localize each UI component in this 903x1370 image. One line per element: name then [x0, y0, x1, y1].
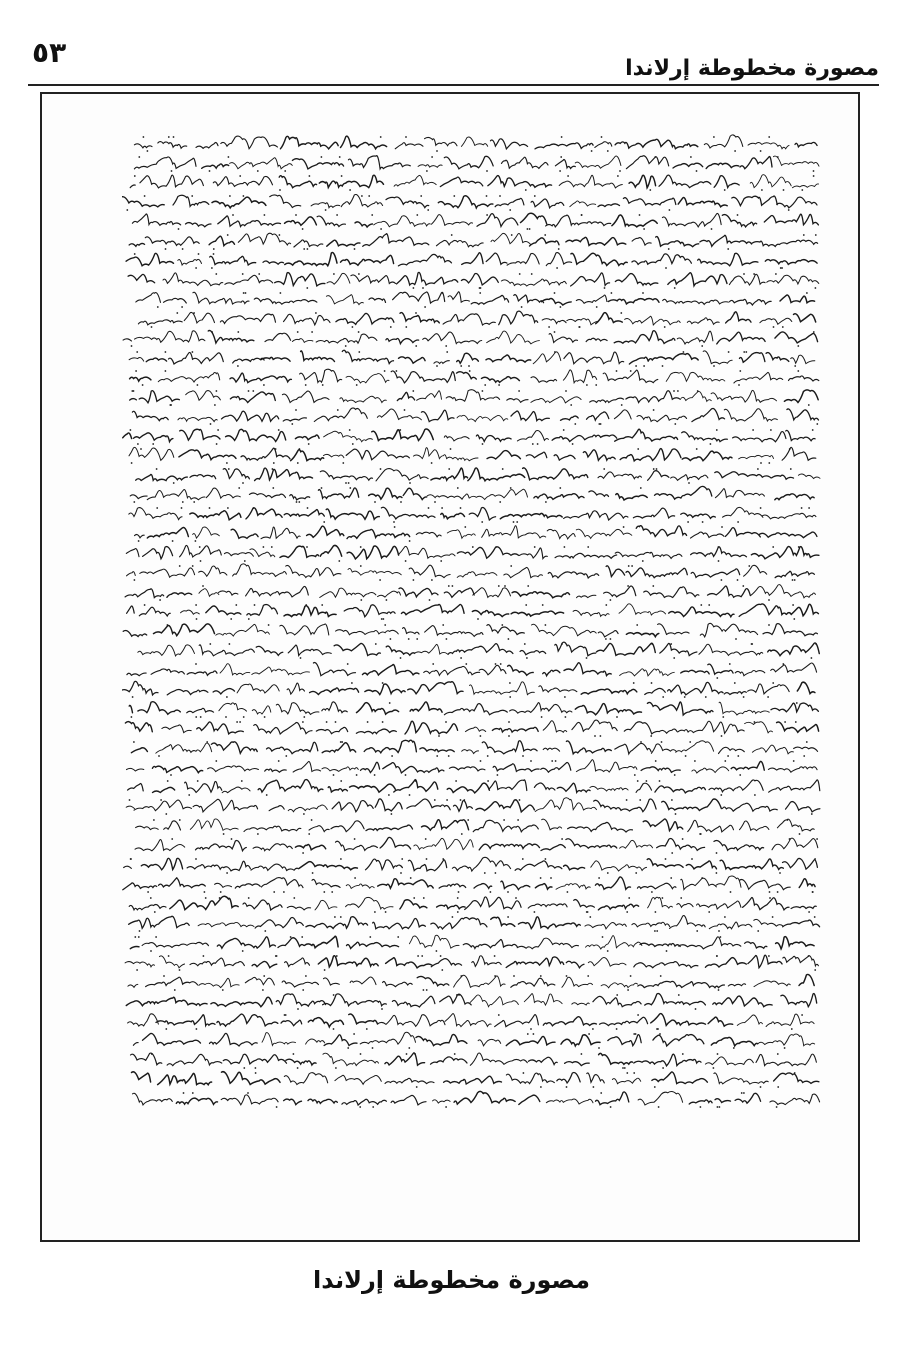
manuscript-line: [122, 544, 822, 564]
manuscript-line: [122, 992, 822, 1012]
manuscript-line: [122, 1090, 822, 1110]
manuscript-line: [122, 953, 822, 973]
manuscript-line: [122, 895, 822, 915]
manuscript-line: [122, 1051, 822, 1071]
manuscript-line: [122, 1012, 822, 1032]
running-head: مصورة مخطوطة إرلاندا: [625, 56, 879, 81]
manuscript-line: [122, 271, 822, 291]
manuscript-line: [122, 310, 822, 330]
manuscript-line: [122, 329, 822, 349]
page-number: ٥٣: [32, 36, 67, 69]
manuscript-line: [122, 836, 822, 856]
manuscript-line: [122, 193, 822, 213]
manuscript-line: [122, 290, 822, 310]
manuscript-line: [122, 368, 822, 388]
manuscript-line: [122, 680, 822, 700]
manuscript-line: [122, 817, 822, 837]
manuscript-line: [122, 719, 822, 739]
manuscript-line: [122, 407, 822, 427]
manuscript-line: [122, 622, 822, 642]
manuscript-line: [122, 973, 822, 993]
manuscript-line: [122, 856, 822, 876]
manuscript-line: [122, 758, 822, 778]
manuscript-line: [122, 349, 822, 369]
manuscript-line: [122, 700, 822, 720]
manuscript-line: [122, 485, 822, 505]
manuscript-line: [122, 563, 822, 583]
manuscript-line: [122, 446, 822, 466]
manuscript-line: [122, 583, 822, 603]
manuscript-line: [122, 505, 822, 525]
manuscript-line: [122, 232, 822, 252]
manuscript-line: [122, 1031, 822, 1051]
manuscript-frame: [40, 92, 860, 1242]
manuscript-line: [122, 914, 822, 934]
manuscript-line: [122, 134, 822, 154]
header-rule: [28, 84, 879, 86]
manuscript-line: [122, 934, 822, 954]
manuscript-line: [122, 427, 822, 447]
manuscript-line: [122, 466, 822, 486]
manuscript-line: [122, 797, 822, 817]
manuscript-line: [122, 1070, 822, 1090]
page-caption: مصورة مخطوطة إرلاندا: [312, 1266, 590, 1294]
manuscript-image: [122, 134, 822, 1144]
manuscript-line: [122, 251, 822, 271]
manuscript-line: [122, 739, 822, 759]
manuscript-line: [122, 661, 822, 681]
manuscript-line: [122, 154, 822, 174]
manuscript-line: [122, 212, 822, 232]
manuscript-line: [122, 875, 822, 895]
manuscript-line: [122, 173, 822, 193]
manuscript-line: [122, 778, 822, 798]
manuscript-line: [122, 641, 822, 661]
manuscript-line: [122, 388, 822, 408]
manuscript-line: [122, 602, 822, 622]
manuscript-line: [122, 524, 822, 544]
